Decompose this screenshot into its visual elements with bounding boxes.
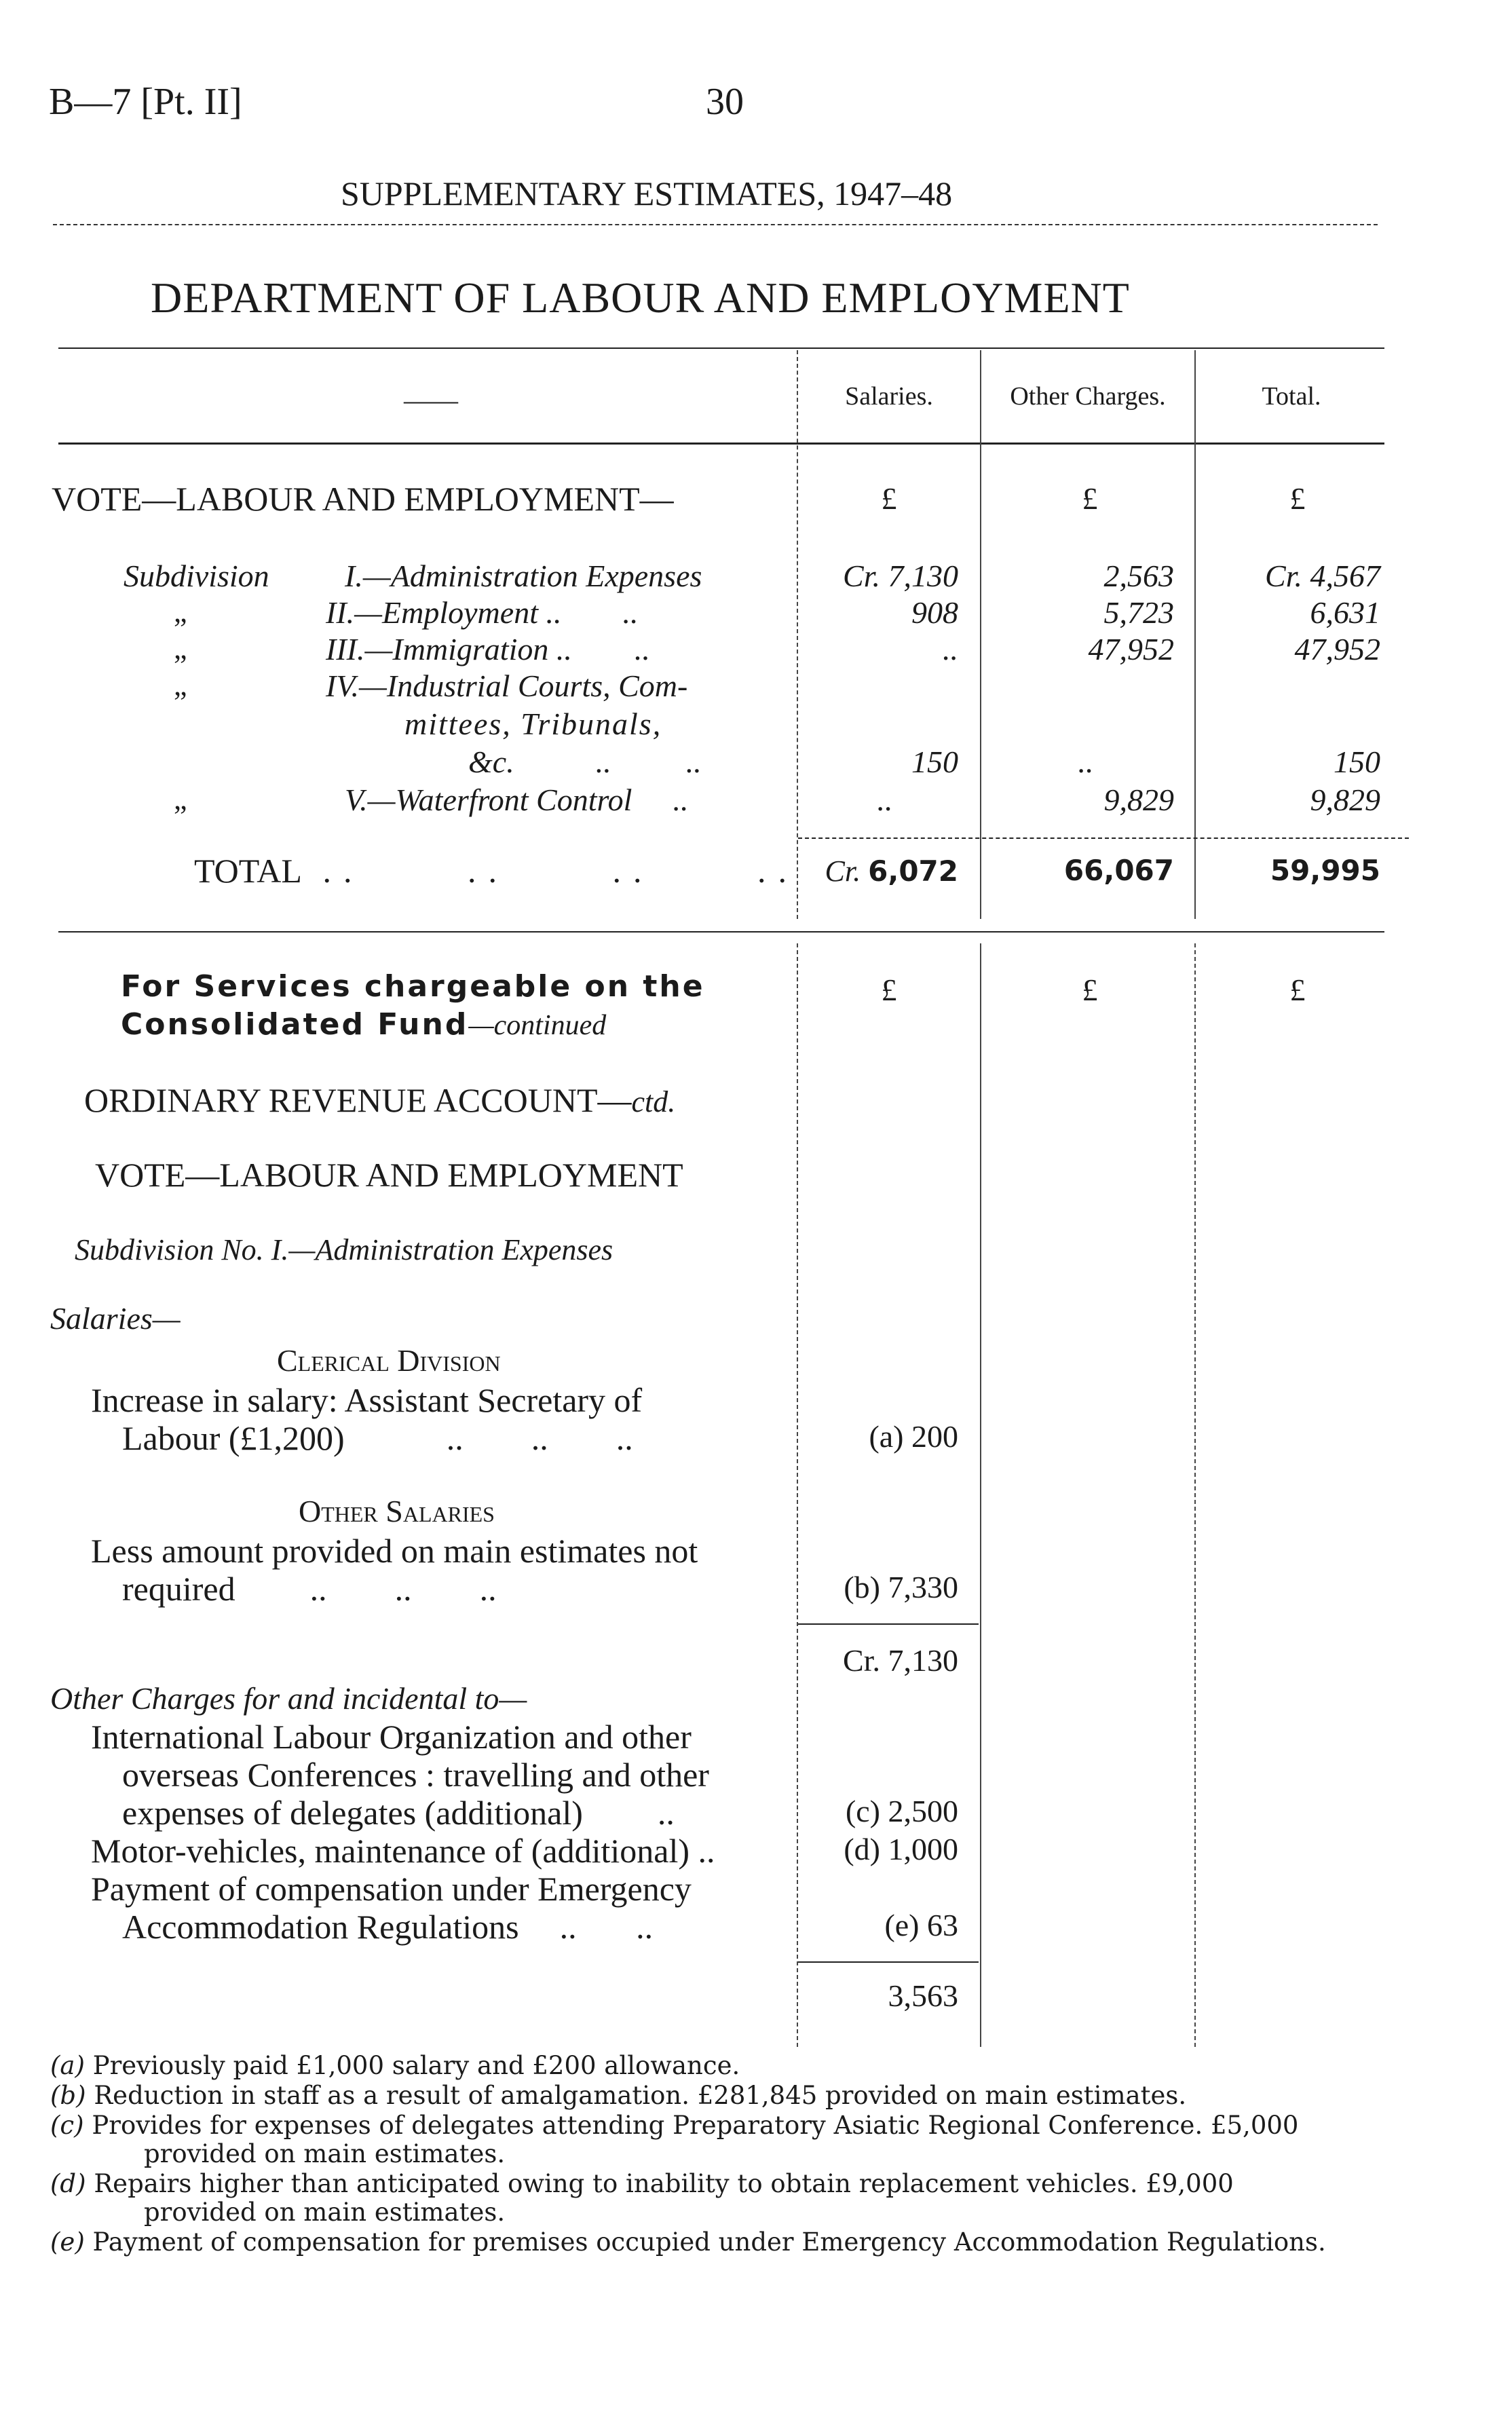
column-separator [797, 943, 798, 2047]
footnote-d-line2: provided on main estimates. [144, 2198, 506, 2227]
other-salaries-heading: Other Salaries [299, 1494, 495, 1528]
footnote-b: (b) Reduction in staff as a result of amalgamation. £281,845 provided on main estimates. [50, 2081, 1187, 2110]
row-iii-other: 47,952 [1088, 632, 1174, 666]
column-separator [797, 350, 798, 919]
total-label: TOTAL .. .. .. .. [194, 852, 799, 890]
clerical-amount: (a) 200 [869, 1419, 958, 1454]
section-heading-line1: For Services chargeable on the [121, 969, 705, 1004]
row-iv-other: .. [1078, 745, 1094, 779]
charge-1-line3: expenses of delegates (additional) .. [122, 1794, 675, 1832]
other-item-line1: Less amount provided on main estimates not [91, 1532, 698, 1570]
row-i-label: I.—Administration Expenses [345, 559, 702, 593]
ditto-mark: „ [174, 632, 187, 665]
footnote-c: (c) Provides for expenses of delegates attending Preparatory Asiatic Regional Conference. £5,000 [50, 2111, 1299, 2140]
salaries-heading: Salaries— [50, 1301, 181, 1336]
detail-vote-heading: VOTE—LABOUR AND EMPLOYMENT [95, 1156, 683, 1194]
charge-3-line2: Accommodation Regulations .. .. [122, 1908, 654, 1946]
row-iv-label-line3: &c. .. .. [468, 745, 702, 779]
detail-currency-salaries: £ [881, 973, 897, 1007]
detail-currency-total: £ [1289, 973, 1306, 1007]
header-rule [53, 224, 1378, 225]
row-iii-label: III.—Immigration .. .. [326, 632, 650, 666]
total-salaries: Cr. 6,072 [825, 854, 958, 888]
department-title: DEPARTMENT OF LABOUR AND EMPLOYMENT [151, 274, 1130, 322]
clerical-item-line2: Labour (£1,200) .. .. .. [122, 1419, 633, 1457]
clerical-division-heading: Clerical Division [277, 1343, 501, 1378]
total-top-rule [798, 837, 1409, 839]
vote-heading: VOTE—LABOUR AND EMPLOYMENT— [52, 480, 674, 518]
charge-3-amount: (e) 63 [884, 1908, 958, 1942]
charge-1-line2: overseas Conferences : travelling and other [122, 1756, 709, 1794]
page-number: 30 [706, 81, 744, 123]
row-iv-total: 150 [1334, 745, 1380, 779]
column-separator [1194, 350, 1196, 919]
account-heading: ORDINARY REVENUE ACCOUNT—ctd. [84, 1081, 676, 1119]
salaries-subtotal: Cr. 7,130 [843, 1643, 958, 1678]
row-iv-label-line2: mittees, Tribunals, [404, 707, 662, 741]
row-v-salaries: .. [877, 783, 893, 817]
ditto-mark: „ [174, 783, 187, 816]
footnote-a: (a) Previously paid £1,000 salary and £200 allowance. [50, 2051, 740, 2080]
row-iii-salaries: .. [943, 632, 958, 666]
row-iii-total: 47,952 [1294, 632, 1380, 666]
row-iv-salaries: 150 [911, 745, 958, 779]
subdivision-word: Subdivision [124, 559, 269, 593]
row-ii-other: 5,723 [1103, 595, 1174, 630]
summary-bottom-rule [58, 931, 1384, 933]
column-header-salaries: Salaries. [845, 382, 933, 411]
column-header-total: Total. [1262, 382, 1321, 411]
row-i-salaries: Cr. 7,130 [843, 559, 958, 593]
other-charges-heading: Other Charges for and incidental to— [50, 1681, 527, 1716]
currency-total: £ [1289, 481, 1306, 516]
column-separator [980, 350, 981, 919]
total-total: 59,995 [1270, 854, 1380, 887]
table-top-rule [58, 347, 1384, 349]
detail-subdivision: Subdivision No. I.—Administration Expenses [75, 1233, 613, 1266]
total-other: 66,067 [1063, 854, 1174, 887]
footnote-d: (d) Repairs higher than anticipated owing to inability to obtain replacement vehicles. £9,000 [50, 2169, 1234, 2198]
charge-1-line1: International Labour Organization and other [91, 1718, 692, 1756]
currency-other: £ [1082, 481, 1098, 516]
column-header-other-charges: Other Charges. [1010, 382, 1166, 411]
ditto-mark: „ [174, 595, 187, 628]
running-title: SUPPLEMENTARY ESTIMATES, 1947–48 [341, 174, 953, 212]
footnote-e: (e) Payment of compensation for premises occupied under Emergency Accommodation Regulations. [50, 2227, 1326, 2257]
row-ii-salaries: 908 [911, 595, 958, 630]
row-v-total: 9,829 [1310, 783, 1380, 817]
column-separator [980, 943, 981, 2047]
detail-currency-other: £ [1082, 973, 1098, 1007]
charges-subtotal-rule [798, 1961, 979, 1963]
other-salaries-amount: (b) 7,330 [844, 1570, 958, 1604]
other-item-line2: required .. .. .. [122, 1570, 497, 1608]
row-iv-label-line1: IV.—Industrial Courts, Com- [326, 669, 688, 703]
row-ii-label: II.—Employment .. .. [326, 595, 639, 630]
currency-salaries: £ [881, 481, 897, 516]
ditto-mark: „ [174, 669, 187, 702]
charges-subtotal: 3,563 [888, 1978, 958, 2013]
row-ii-total: 6,631 [1310, 595, 1380, 630]
column-header-description: —— [404, 385, 458, 415]
clerical-item-line1: Increase in salary: Assistant Secretary of [91, 1381, 643, 1419]
footnote-c-line2: provided on main estimates. [144, 2139, 506, 2168]
row-v-other: 9,829 [1103, 783, 1174, 817]
charge-2-amount: (d) 1,000 [844, 1832, 958, 1866]
section-heading-line2: Consolidated Fund—continued [121, 1007, 607, 1042]
charge-1-amount: (c) 2,500 [845, 1794, 958, 1828]
charge-3-line1: Payment of compensation under Emergency [91, 1870, 692, 1908]
row-i-other: 2,563 [1103, 559, 1174, 593]
row-v-label: V.—Waterfront Control .. [345, 783, 689, 817]
column-separator [1194, 943, 1196, 2047]
document-reference: B—7 [Pt. II] [49, 81, 242, 123]
charge-2-line1: Motor-vehicles, maintenance of (additional) .. [91, 1832, 715, 1870]
header-bottom-rule [58, 443, 1384, 445]
row-i-total: Cr. 4,567 [1265, 559, 1380, 593]
salaries-subtotal-rule [798, 1623, 979, 1625]
